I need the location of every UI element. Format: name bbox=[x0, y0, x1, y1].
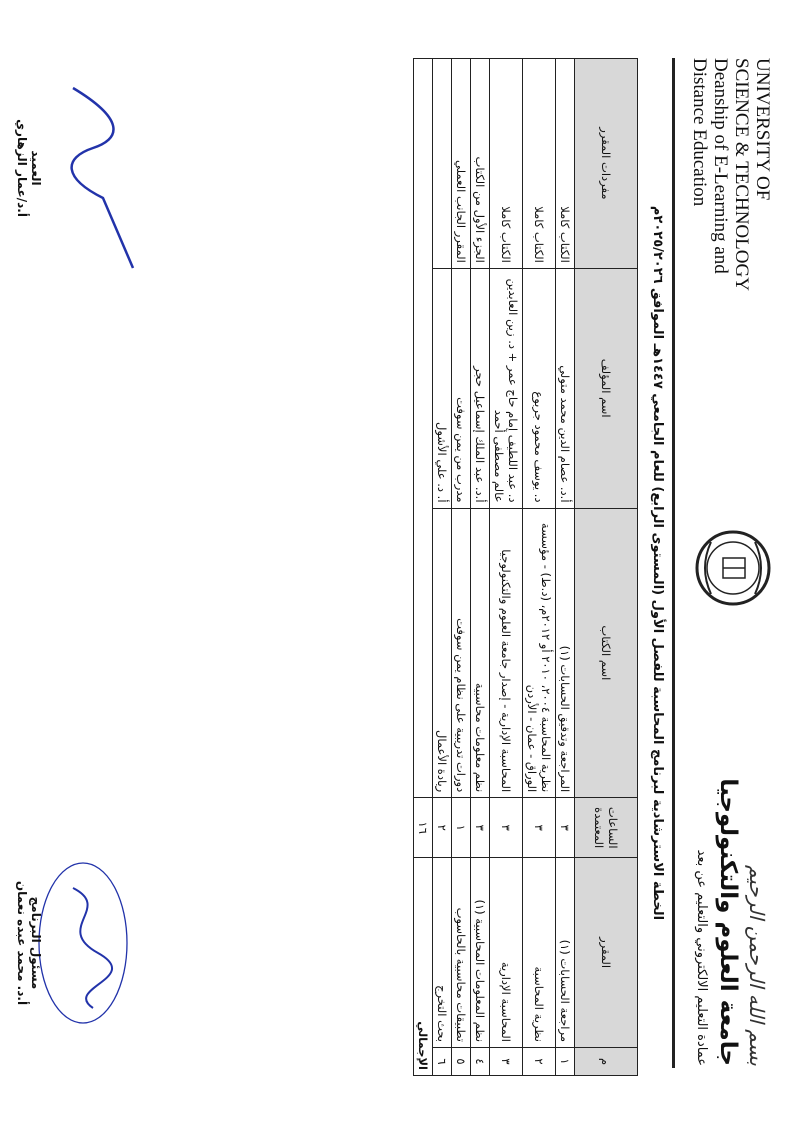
course-name: تطبيقات محاسبية بالحاسوب bbox=[452, 858, 471, 1048]
program-head-name: أ.د. محمد عبده نعمان bbox=[15, 880, 29, 1006]
english-header-line-1: UNIVERSITY OF bbox=[752, 58, 773, 201]
header-course: المقرر bbox=[575, 858, 638, 1048]
row-number: ٤ bbox=[471, 1048, 490, 1076]
book-name: دورات تدريبية على نظام يمن سوفت bbox=[452, 508, 471, 798]
document-title: الخطة الاسترشادية لبرنامج المحاسبة للفصل الأول (المستوى الرابع) للعام الجامعي ١٤٤٧هـ الموافق ٢٠٢٥/٢٠٢٦م bbox=[650, 205, 665, 921]
author-name: أ.د. عبد الملك إسماعيل حجر bbox=[471, 268, 490, 508]
row-number: ٣ bbox=[490, 1048, 523, 1076]
row-number: ٢ bbox=[523, 1048, 556, 1076]
credit-hours: ٢ bbox=[433, 798, 452, 858]
course-name: مراجعة الحسابات (١) bbox=[556, 858, 575, 1048]
arabic-deanship-name: عمادة التعليم الالكتروني والتعليم عن بعد bbox=[694, 849, 709, 1066]
university-seal-logo bbox=[693, 528, 773, 608]
credit-hours: ١ bbox=[452, 798, 471, 858]
table-row bbox=[471, 59, 490, 1076]
english-header bbox=[689, 58, 773, 291]
course-items: الكتاب كاملا bbox=[490, 59, 523, 269]
table-row bbox=[490, 59, 523, 1076]
book-name: ريادة الأعمال bbox=[433, 508, 452, 798]
program-head-title: مسئول البرنامج bbox=[29, 896, 43, 990]
course-items: الجزء الأول من الكتاب bbox=[471, 59, 490, 269]
row-number: ٦ bbox=[433, 1048, 452, 1076]
credit-hours: ٣ bbox=[556, 798, 575, 858]
arabic-header bbox=[694, 766, 769, 1066]
table-row bbox=[452, 59, 471, 1076]
dean-signature bbox=[53, 78, 143, 278]
total-label: الإجمالي bbox=[414, 858, 433, 1076]
course-name: المحاسبة الإدارية bbox=[490, 858, 523, 1048]
row-number: ١ bbox=[556, 1048, 575, 1076]
english-header-line-4: Distance Education bbox=[689, 58, 710, 207]
table-total-row bbox=[414, 59, 433, 1076]
book-name: نظم معلومات محاسبية bbox=[471, 508, 490, 798]
book-name: المحاسبة الإدارية - إصدار جامعة العلوم والتكنولوجيا bbox=[490, 508, 523, 798]
dean-name: أ.د/عمار الزهاري bbox=[15, 119, 29, 217]
course-items: المقرر الجانب العملي bbox=[452, 59, 471, 269]
total-row-empty bbox=[414, 59, 433, 798]
header-author-name: اسم المؤلف bbox=[575, 268, 638, 508]
header-divider bbox=[672, 58, 675, 1068]
course-name: بحث التخرج bbox=[433, 858, 452, 1048]
dean-block bbox=[15, 98, 43, 238]
row-number: ٥ bbox=[452, 1048, 471, 1076]
course-items: الكتاب كاملا bbox=[523, 59, 556, 269]
table-header-row bbox=[575, 59, 638, 1076]
english-header-line-3: Deanship of E-Learning and bbox=[710, 58, 731, 274]
dean-title: العميد bbox=[29, 150, 43, 186]
author-name: د. يوسف محمود جربوع bbox=[523, 268, 556, 508]
credit-hours: ٣ bbox=[471, 798, 490, 858]
book-name: المراجعة وتدقيق الحسابات (١) bbox=[556, 508, 575, 798]
table-row bbox=[523, 59, 556, 1076]
credit-hours: ٣ bbox=[523, 798, 556, 858]
course-plan-table bbox=[413, 58, 638, 1076]
header-number: م bbox=[575, 1048, 638, 1076]
header-book-name: اسم الكتاب bbox=[575, 508, 638, 798]
table-row bbox=[433, 59, 452, 1076]
course-items: الكتاب كاملا bbox=[556, 59, 575, 269]
program-head-block bbox=[15, 868, 43, 1018]
book-name: نظرية المحاسبة ٢٠٠٤، ٢٠١٠ أو ٢٠١٢م، (د.ط) - مؤسسة الوراق - عمان - الأردن bbox=[523, 508, 556, 798]
program-head-signature-stamp bbox=[33, 858, 133, 1028]
basmala: بسم الله الرحمن الرحيم bbox=[745, 864, 769, 1066]
credit-hours: ٣ bbox=[490, 798, 523, 858]
arabic-university-name: جامعة العلوم والتكنولوجيا bbox=[715, 778, 741, 1066]
author-name: د. عبد اللطيف إمام حاج عمر + د. زين العابدين عالم مصطفى أحمد bbox=[490, 268, 523, 508]
rotated-page-content bbox=[13, 38, 783, 1088]
english-header-line-2: SCIENCE & TECHNOLOGY bbox=[731, 58, 752, 291]
header-credit-hours: الساعات المعتمدة bbox=[575, 798, 638, 858]
author-name: أ. د. علي الأشول bbox=[433, 268, 452, 508]
table-row bbox=[556, 59, 575, 1076]
header-course-items: مفردات المقرر bbox=[575, 59, 638, 269]
author-name: أ.د. عصام الدين محمد متولي bbox=[556, 268, 575, 508]
course-name: نظرية المحاسبة bbox=[523, 858, 556, 1048]
course-items bbox=[433, 59, 452, 269]
course-name: نظم المعلومات المحاسبية (١) bbox=[471, 858, 490, 1048]
author-name: مدرب من يمن سوفت bbox=[452, 268, 471, 508]
total-hours: ١٦ bbox=[414, 798, 433, 858]
